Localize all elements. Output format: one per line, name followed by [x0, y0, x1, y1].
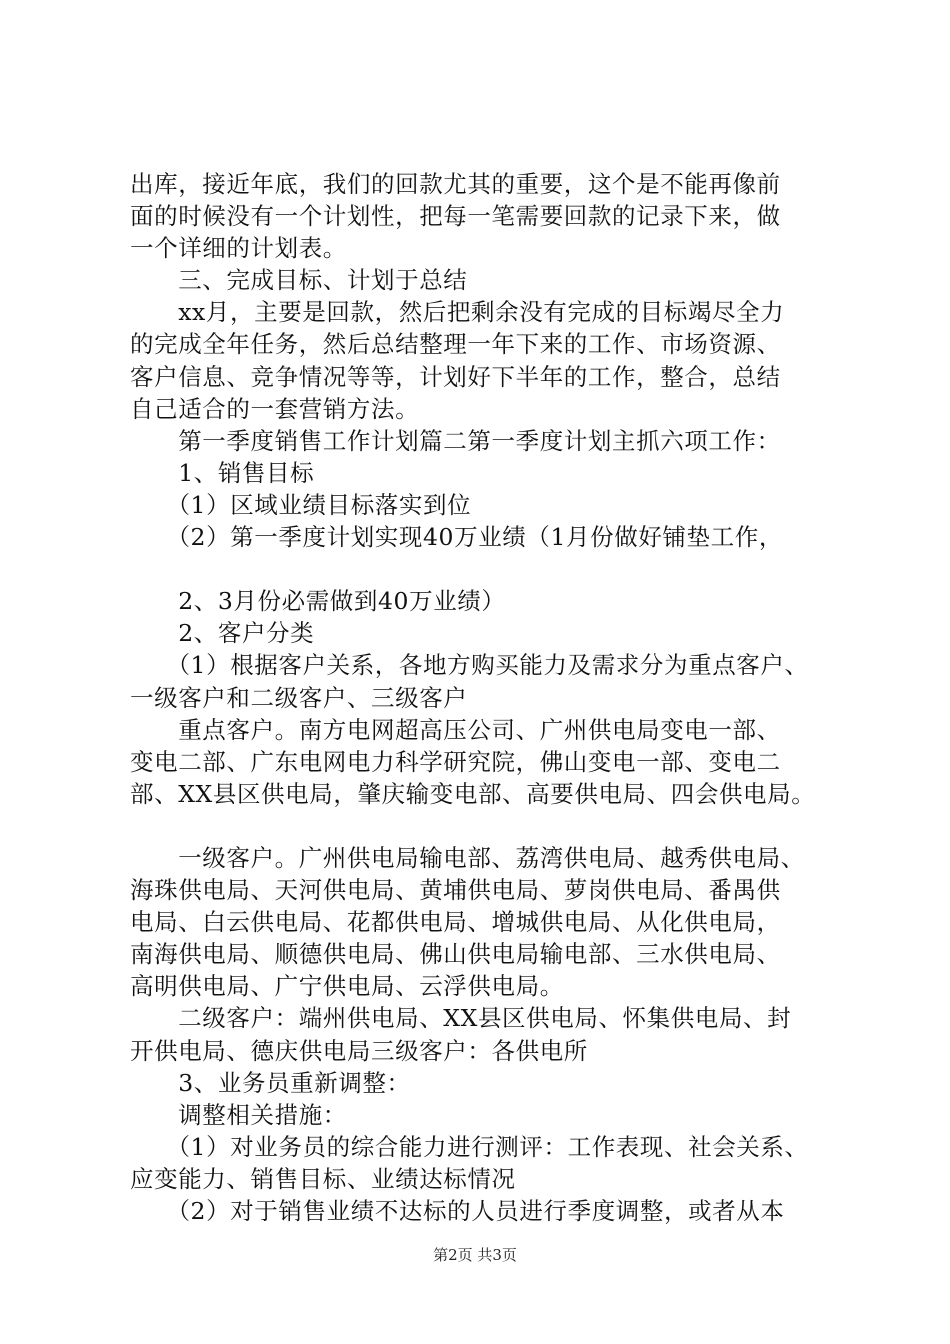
- text-line: 电局、白云供电局、花都供电局、增城供电局、从化供电局，: [130, 908, 781, 937]
- text-line: 的完成全年任务，然后总结整理一年下来的工作、市场资源、: [130, 330, 781, 359]
- text-line: （1）根据客户关系，各地方购买能力及需求分为重点客户、: [130, 651, 809, 680]
- text-line: 一个详细的计划表。: [130, 234, 347, 263]
- text-line: xx月，主要是回款，然后把剩余没有完成的目标竭尽全力: [130, 298, 785, 327]
- text-line: 重点客户。南方电网超高压公司、广州供电局变电一部、: [130, 715, 781, 744]
- text-line: 出库，接近年底，我们的回款尤其的重要，这个是不能再像前: [130, 170, 781, 198]
- text-line: 开供电局、德庆供电局三级客户：各供电所: [130, 1036, 588, 1065]
- text-line: 二级客户：端州供电局、XX县区供电局、怀集供电局、封: [130, 1004, 792, 1033]
- text-line: （2）第一季度计划实现40万业绩（1月份做好铺垫工作，: [130, 523, 783, 552]
- text-line: 自己适合的一套营销方法。: [130, 394, 420, 423]
- section-heading: 2、客户分类: [130, 619, 315, 648]
- text-line: 2、3月份必需做到40万业绩）: [130, 587, 506, 616]
- text-line: （1）区域业绩目标落实到位: [130, 490, 472, 519]
- text-line: 海珠供电局、天河供电局、黄埔供电局、萝岗供电局、番禺供: [130, 876, 781, 905]
- section-heading: 3、业务员重新调整：: [130, 1068, 411, 1097]
- text-line: 一级客户。广州供电局输电部、荔湾供电局、越秀供电局、: [130, 843, 805, 872]
- text-line: 高明供电局、广宁供电局、云浮供电局。: [130, 972, 564, 1001]
- page-number-footer: 第2页 共3页: [433, 1246, 517, 1264]
- text-line: 应变能力、销售目标、业绩达标情况: [130, 1164, 516, 1193]
- text-line: 变电二部、广东电网电力科学研究院，佛山变电一部、变电二: [130, 747, 781, 776]
- text-line: （2）对于销售业绩不达标的人员进行季度调整，或者从本: [130, 1197, 785, 1225]
- text-line: 面的时候没有一个计划性，把每一笔需要回款的记录下来，做: [130, 202, 781, 231]
- text-line: 部、XX县区供电局，肇庆输变电部、高要供电局、四会供电局。: [130, 779, 816, 808]
- text-line: 一级客户和二级客户、三级客户: [130, 683, 468, 712]
- text-line: （1）对业务员的综合能力进行测评：工作表现、社会关系、: [130, 1132, 809, 1161]
- text-line: 第一季度销售工作计划篇二第一季度计划主抓六项工作：: [130, 426, 781, 455]
- text-line: 南海供电局、顺德供电局、佛山供电局输电部、三水供电局、: [130, 940, 781, 969]
- section-heading: 三、完成目标、计划于总结: [130, 266, 468, 295]
- text-line: 客户信息、竞争情况等等，计划好下半年的工作，整合，总结: [130, 362, 781, 391]
- text-line: 调整相关措施：: [130, 1100, 347, 1129]
- section-heading: 1、销售目标: [130, 458, 315, 487]
- blank-line: [130, 810, 842, 842]
- blank-line: [130, 553, 842, 585]
- document-body: [130, 168, 842, 1227]
